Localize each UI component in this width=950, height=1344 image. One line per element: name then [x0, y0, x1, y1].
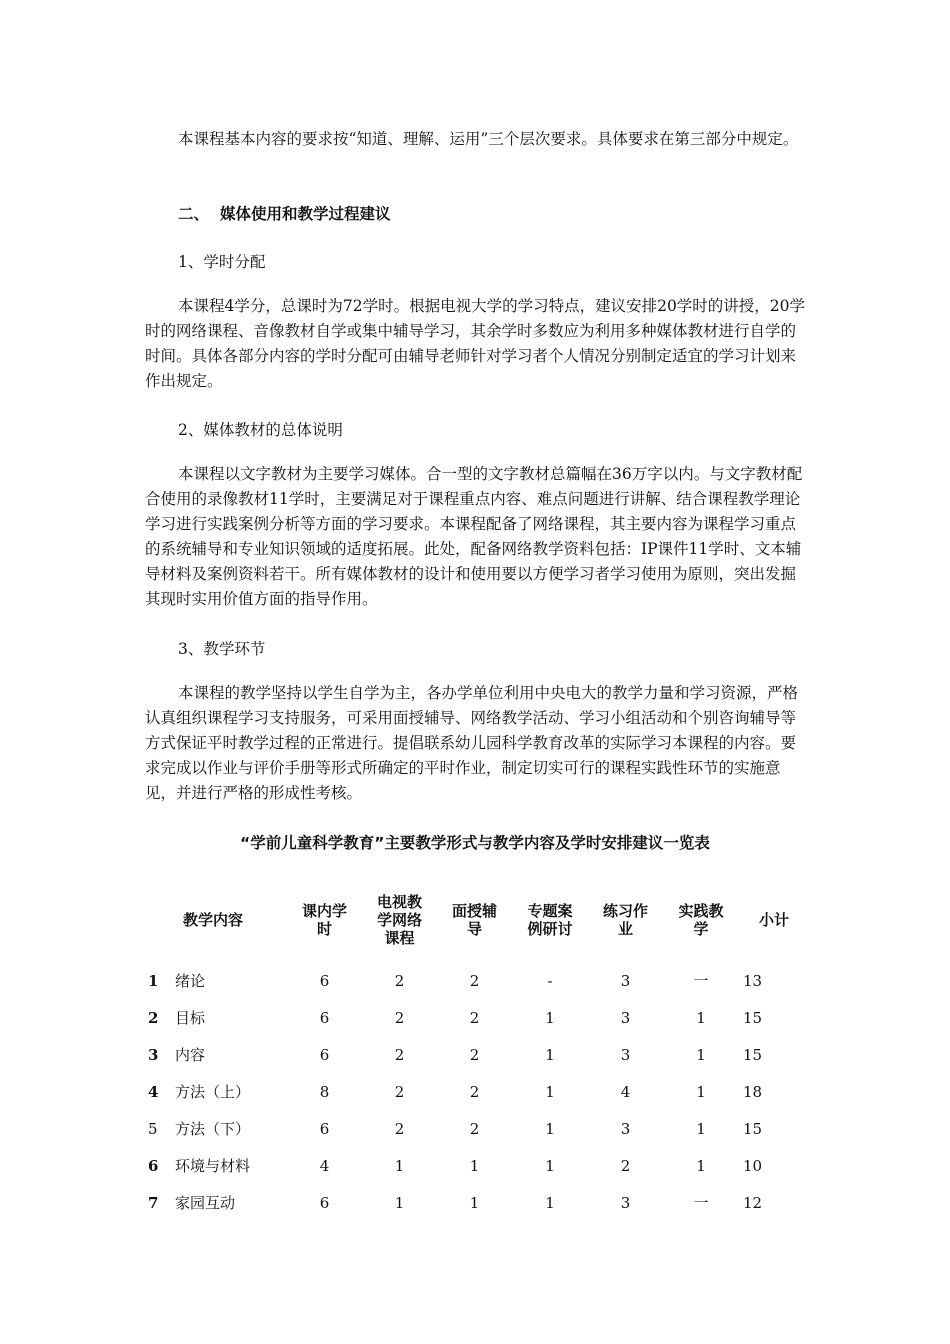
row-number: 2	[148, 1008, 159, 1027]
table-row	[138, 999, 809, 1036]
cell-practice: 1	[696, 1008, 706, 1027]
cell-tv-network: 2	[394, 1119, 405, 1138]
cell-case-study: 1	[545, 1193, 555, 1212]
cell-case-study: -	[547, 971, 553, 990]
cell-tutoring: 2	[469, 1082, 480, 1101]
cell-tv-network: 2	[394, 1008, 405, 1027]
cell-exercises: 3	[620, 971, 631, 990]
cell-exercises: 3	[620, 1119, 631, 1138]
cell-tutoring: 2	[469, 1045, 480, 1064]
cell-exercises: 3	[620, 1008, 631, 1027]
header-tutoring: 面授辅 导	[451, 902, 497, 938]
cell-class-hours: 6	[319, 1008, 330, 1027]
row-content: 内容	[175, 1046, 206, 1064]
cell-exercises: 4	[620, 1082, 631, 1101]
cell-tv-network: 1	[394, 1156, 405, 1175]
cell-subtotal: 15	[743, 1045, 763, 1064]
paragraph-media: 本课程以文字教材为主要学习媒体。合一型的文字教材总篇幅在36万字以内。与文字教材配合使用的录像教材11学时，主要满足对于课程重点内容、难点问题进行讲解、结合课程教学理论学习进行实践案例分析等方面的学习要求。本课程配备了网络课程，其主要内容为课程学习重点的系统辅导和专业知识领域的适度拓展。此处，配备网络教学资料包括：IP课件11学时、文本辅导材料及案例资料若干。所有媒体教材的设计和使用要以方便学习者学习使用为原则，突出发掘其现时实用价值方面的指导作用。	[145, 465, 803, 608]
row-content: 家园互动	[175, 1194, 236, 1212]
row-number: 5	[148, 1119, 158, 1138]
cell-subtotal: 10	[743, 1156, 763, 1175]
row-content: 方法（上）	[175, 1083, 251, 1101]
table-row	[138, 1110, 809, 1147]
table-row	[138, 1036, 809, 1073]
row-number: 1	[148, 971, 159, 990]
cell-subtotal: 18	[743, 1082, 763, 1101]
cell-practice: 1	[696, 1119, 706, 1138]
cell-class-hours: 6	[319, 971, 330, 990]
row-content: 绪论	[175, 972, 206, 990]
section-number: 二、	[178, 205, 210, 223]
subheading-teaching: 3、教学环节	[178, 640, 266, 658]
cell-practice: 一	[693, 1194, 709, 1212]
paragraph-teaching: 本课程的教学坚持以学生自学为主，各办学单位利用中央电大的教学力量和学习资源，严格认真组织课程学习支持服务，可采用面授辅导、网络教学活动、学习小组活动和个别咨询辅导等方式保证平时教学过程的正常进行。提倡联系幼儿园科学教育改革的实际学习本课程的内容。要求完成以作业与评价手册等形式所确定的平时作业，制定切实可行的课程实践性环节的实施意见，并进行严格的形成性考核。	[145, 684, 799, 802]
cell-subtotal: 13	[743, 971, 763, 990]
cell-class-hours: 6	[319, 1045, 330, 1064]
cell-class-hours: 6	[319, 1193, 330, 1212]
table-row	[138, 1184, 809, 1221]
table-row	[138, 1147, 809, 1184]
header-exercises: 练习作 业	[602, 902, 648, 938]
paragraph-levels: 本课程基本内容的要求按“知道、理解、运用”三个层次要求。具体要求在第三部分中规定。	[178, 130, 799, 148]
cell-practice: 1	[696, 1045, 706, 1064]
header-case-study: 专题案 例研讨	[527, 902, 573, 938]
header-tv-network: 电视教 学网络 课程	[376, 893, 422, 947]
cell-case-study: 1	[545, 1045, 555, 1064]
cell-class-hours: 8	[319, 1082, 330, 1101]
row-number: 3	[148, 1045, 159, 1064]
table-caption: “学前儿童科学教育”主要教学形式与教学内容及学时安排建议一览表	[240, 834, 710, 852]
cell-exercises: 3	[620, 1193, 631, 1212]
paragraph-hours: 本课程4学分，总课时为72学时。根据电视大学的学习特点，建议安排20学时的讲授，20学时的网络课程、音像教材自学或集中辅导学习，其余学时多数应为利用多种媒体教材进行自学的时间。具体各部分内容的学时分配可由辅导老师针对学习者个人情况分别制定适宜的学习计划来作出规定。	[145, 297, 806, 390]
cell-class-hours: 6	[319, 1119, 330, 1138]
cell-subtotal: 12	[743, 1193, 763, 1212]
cell-tv-network: 1	[394, 1193, 405, 1212]
cell-tv-network: 2	[394, 1082, 405, 1101]
cell-tv-network: 2	[394, 1045, 405, 1064]
header-content: 教学内容	[183, 911, 244, 929]
section-title: 媒体使用和教学过程建议	[220, 205, 391, 223]
cell-case-study: 1	[545, 1082, 555, 1101]
cell-case-study: 1	[545, 1119, 555, 1138]
cell-practice: 1	[696, 1156, 706, 1175]
header-practice: 实践教 学	[678, 902, 724, 938]
schedule-table	[138, 878, 809, 1221]
table-body	[138, 962, 809, 1221]
table-header-row	[138, 878, 809, 962]
row-content: 环境与材料	[175, 1157, 251, 1175]
cell-exercises: 3	[620, 1045, 631, 1064]
cell-case-study: 1	[545, 1008, 555, 1027]
row-content: 目标	[175, 1009, 206, 1027]
header-class-hours: 课内学 时	[301, 902, 347, 938]
table-row	[138, 1073, 809, 1110]
row-number: 7	[148, 1193, 159, 1212]
cell-class-hours: 4	[319, 1156, 330, 1175]
table-row	[138, 962, 809, 999]
row-number: 4	[148, 1082, 159, 1101]
section-heading-2	[178, 202, 391, 224]
cell-practice: 一	[693, 972, 709, 990]
cell-tutoring: 1	[469, 1156, 480, 1175]
row-number: 6	[148, 1156, 159, 1175]
subheading-media: 2、媒体教材的总体说明	[178, 421, 343, 439]
subheading-hours: 1、学时分配	[178, 253, 266, 271]
cell-subtotal: 15	[743, 1008, 763, 1027]
cell-case-study: 1	[545, 1156, 555, 1175]
cell-exercises: 2	[620, 1156, 631, 1175]
cell-tutoring: 2	[469, 1119, 480, 1138]
cell-tutoring: 2	[469, 971, 480, 990]
cell-tutoring: 1	[469, 1193, 480, 1212]
cell-subtotal: 15	[743, 1119, 763, 1138]
cell-practice: 1	[696, 1082, 706, 1101]
header-subtotal: 小计	[758, 911, 789, 929]
row-content: 方法（下）	[175, 1120, 251, 1138]
cell-tutoring: 2	[469, 1008, 480, 1027]
cell-tv-network: 2	[394, 971, 405, 990]
